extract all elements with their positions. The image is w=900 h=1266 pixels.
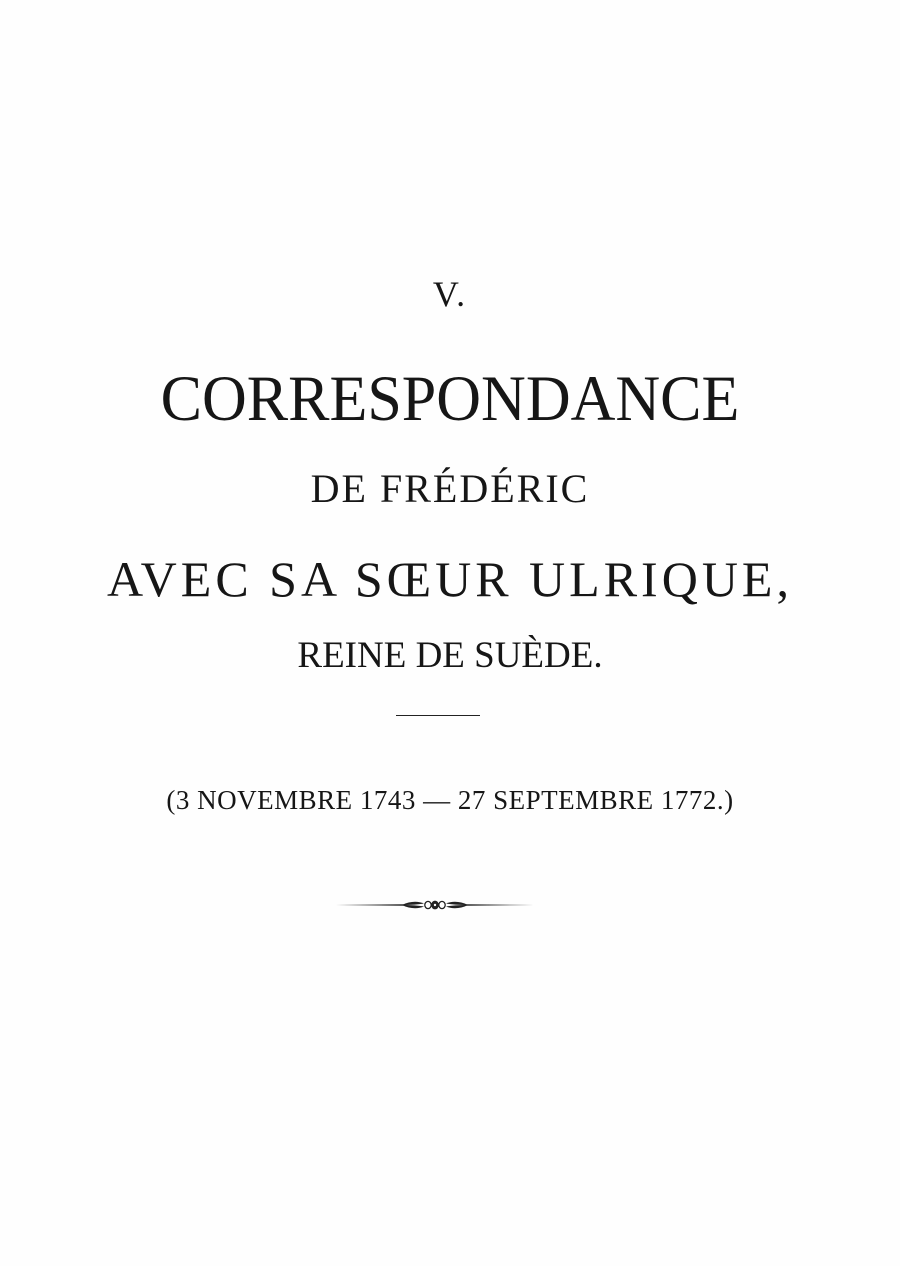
scroll-ornament-icon [334, 894, 536, 916]
part-number: V. [432, 274, 468, 314]
title-main: CORRESPONDANCE [160, 363, 740, 435]
divider-rule [396, 715, 480, 716]
date-range: (3 NOVEMBRE 1743 — 27 SEPTEMBRE 1772.) [166, 785, 734, 815]
title-subline: AVEC SA SŒUR ULRIQUE, [107, 551, 793, 607]
title-subline: REINE DE SUÈDE. [297, 635, 603, 676]
title-subline: DE FRÉDÉRIC [310, 466, 590, 511]
